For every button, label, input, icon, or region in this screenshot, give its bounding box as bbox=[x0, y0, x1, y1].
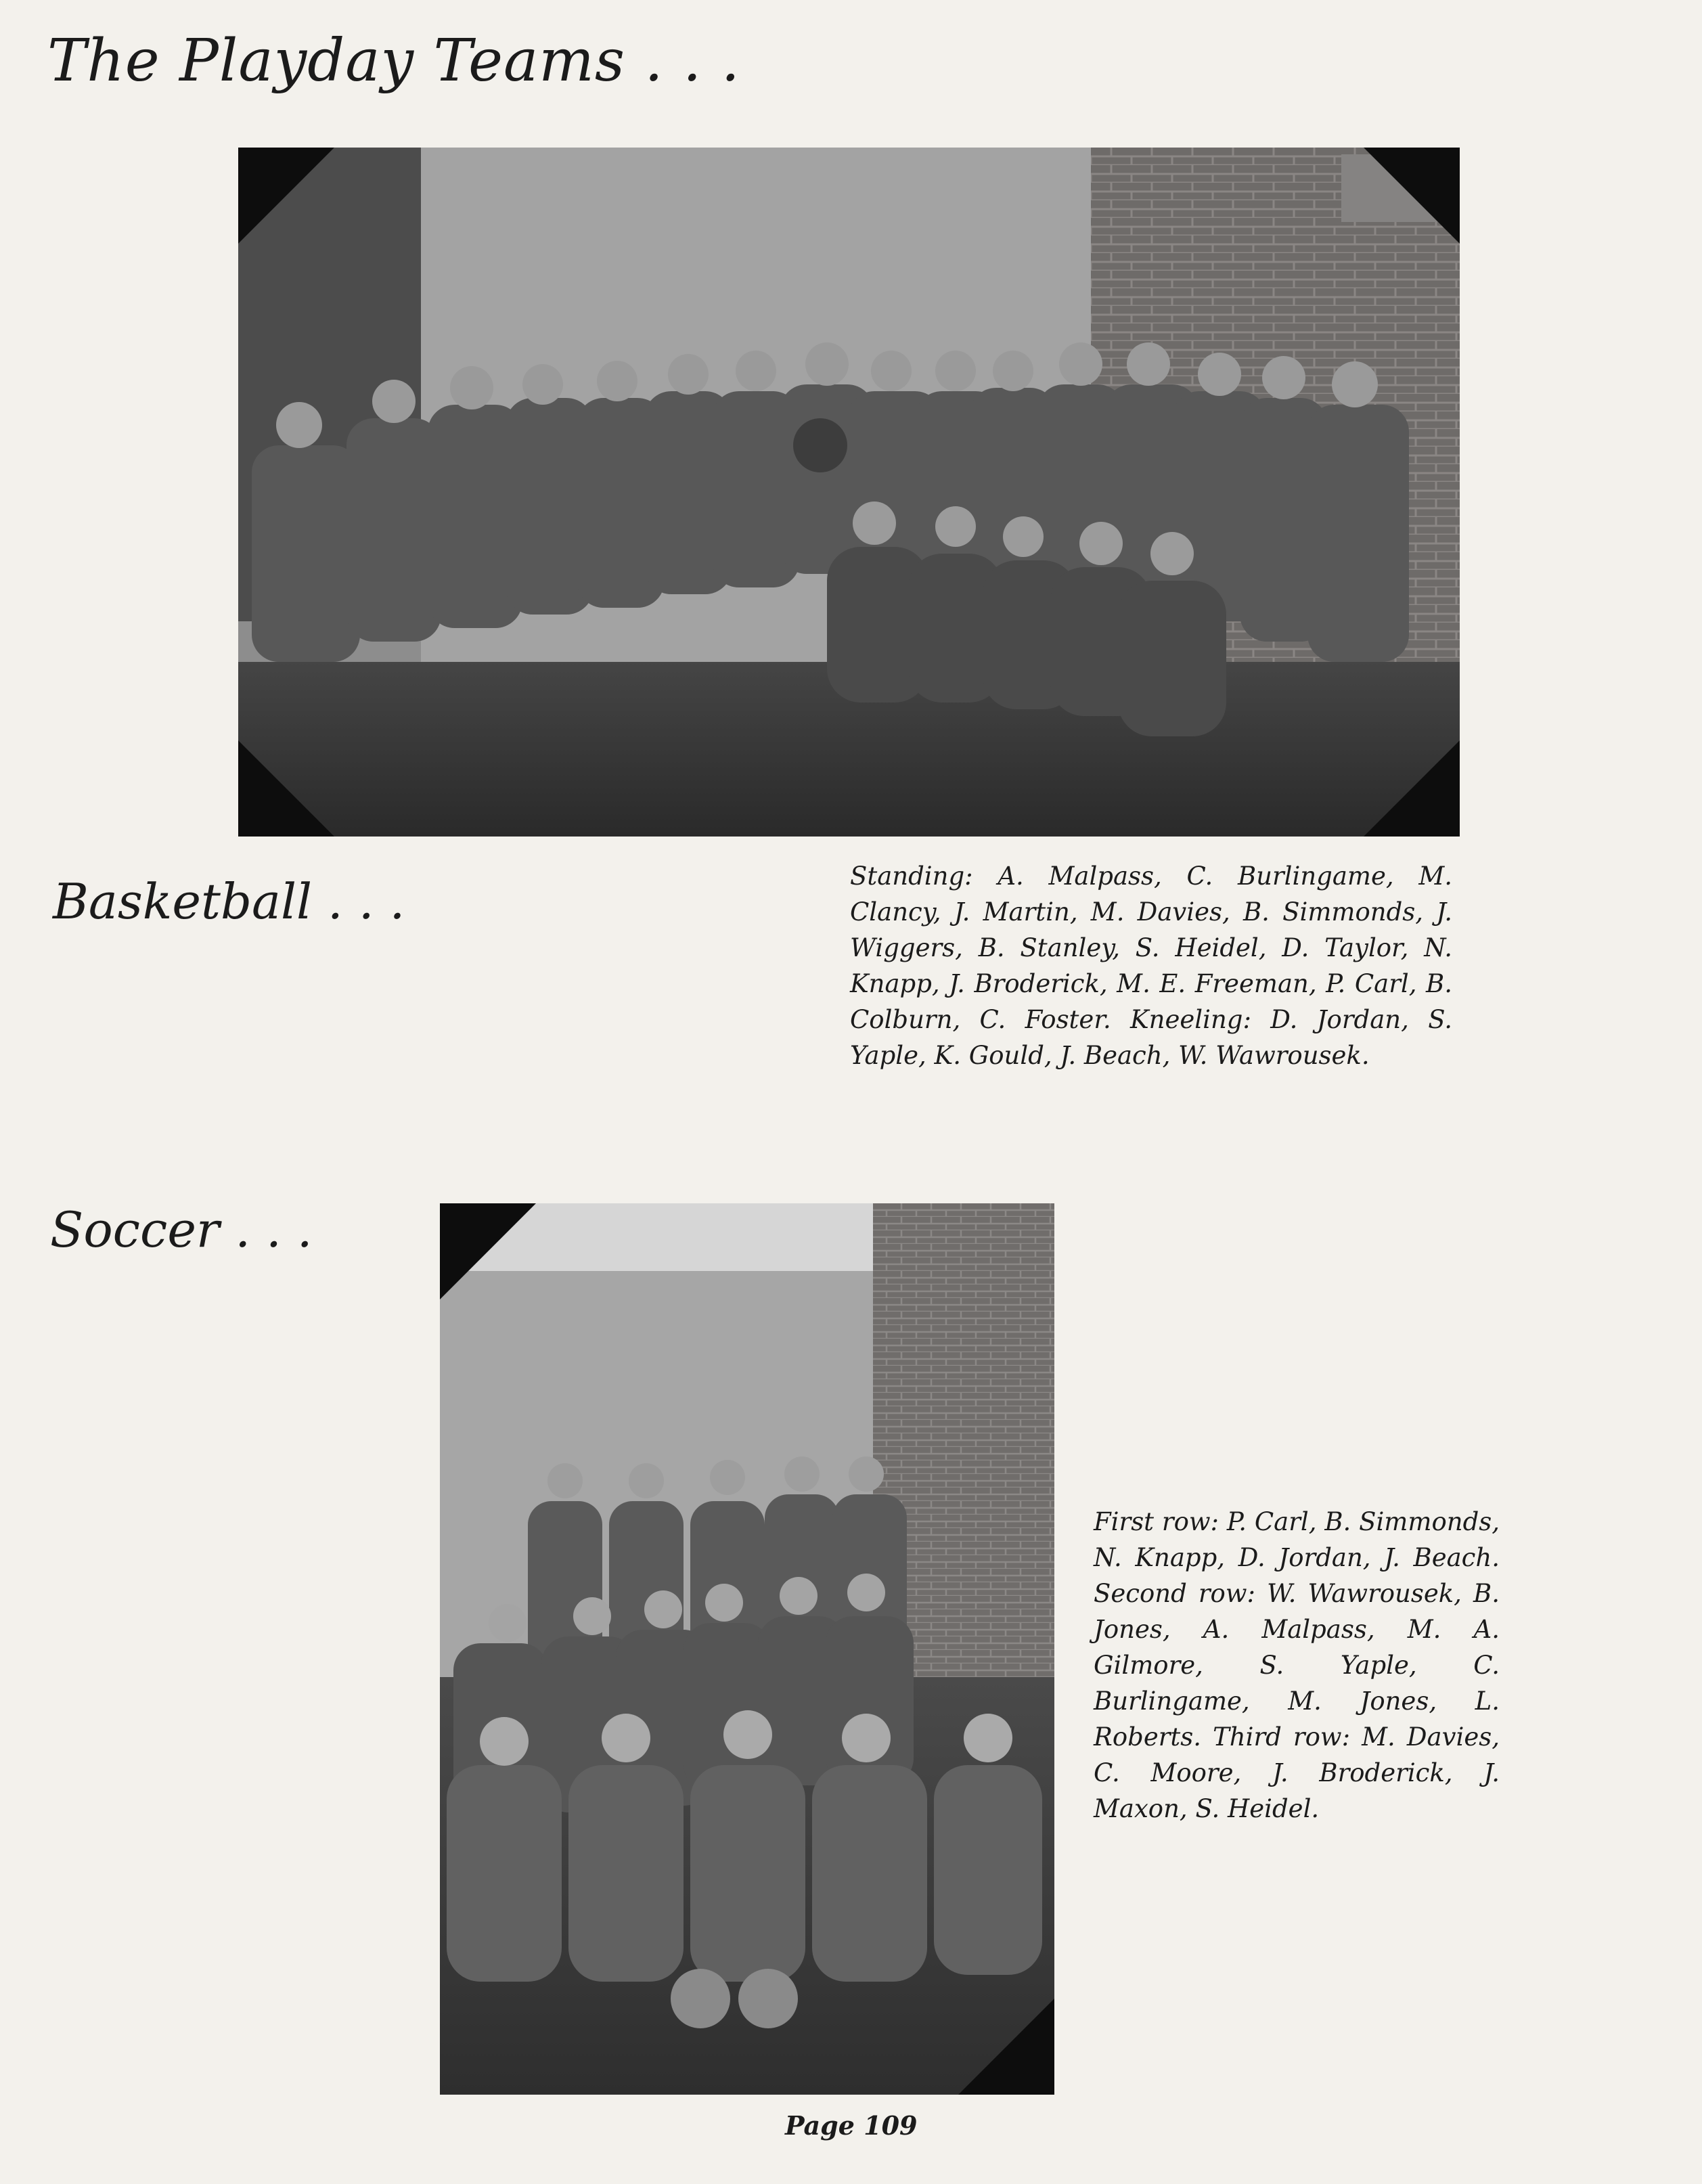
photo-corner-mount bbox=[1361, 738, 1460, 837]
soccer-heading: Soccer . . . bbox=[50, 1201, 313, 1258]
soccer-photo-illustration bbox=[440, 1203, 1054, 2095]
page-number: Page 109 bbox=[785, 2110, 918, 2141]
soccer-team-photo bbox=[440, 1203, 1054, 2095]
basketball-team-photo bbox=[238, 148, 1460, 837]
basketball-photo-illustration bbox=[238, 148, 1460, 837]
photo-corner-mount bbox=[238, 738, 337, 837]
basketball-heading: Basketball . . . bbox=[53, 873, 405, 930]
basketball-caption: Standing: A. Malpass, C. Burlingame, M. Clancy, J. Martin, M. Davies, B. Simmonds, J. Wiggers, B. Stanley, S. Heidel, D. Taylor, N. Knapp, J. Broderick, M. E. Freeman, P. Carl, B. Colburn, C. Foster. Kneeling: D. Jordan, S. Yaple, K. Gould, J. Beach, W. Wawrousek. bbox=[850, 862, 1452, 1070]
photo-corner-mount bbox=[956, 1996, 1054, 2095]
soccer-caption: First row: P. Carl, B. Simmonds, N. Knapp, D. Jordan, J. Beach. Second row: W. Wawrousek, B. Jones, A. Malpass, M. A. Gilmore, S. Yaple, C. Burlingame, M. Jones, L. Roberts. Third row: M. Davies, C. Moore, J. Broderick, J. Maxon, S. Heidel. bbox=[1094, 1507, 1500, 1823]
photo-corner-mount bbox=[440, 1203, 539, 1302]
photo-corner-mount bbox=[238, 148, 337, 246]
page-title: The Playday Teams . . . bbox=[47, 27, 741, 95]
photo-corner-mount bbox=[1361, 148, 1460, 246]
